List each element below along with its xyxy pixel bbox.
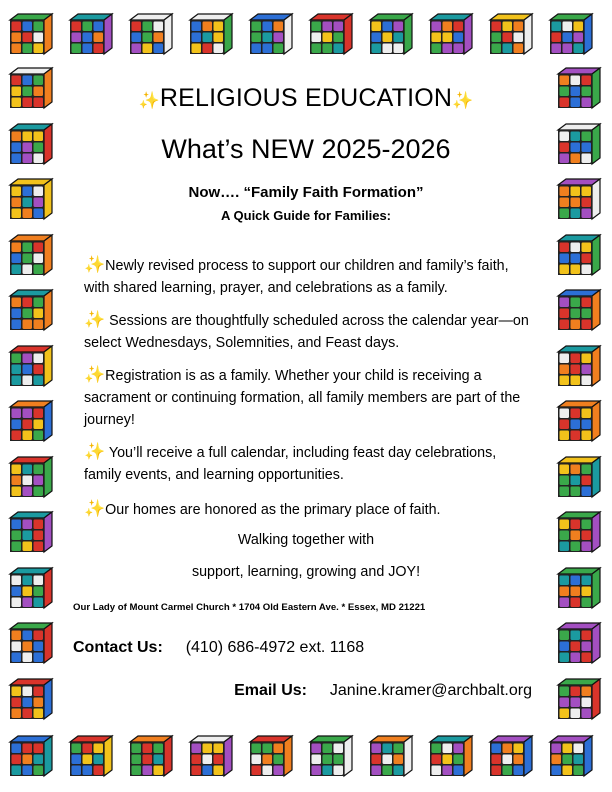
point-text: Newly revised process to support our children and family’s faith, with shared learning, prayer, and celebrations as a family. xyxy=(84,258,509,296)
rubiks-cube-icon xyxy=(554,510,602,554)
point-5 xyxy=(84,498,536,521)
rubiks-cube-icon xyxy=(554,677,602,721)
rubiks-cube-icon xyxy=(126,734,174,778)
point-2 xyxy=(84,309,536,354)
rubiks-cube-icon xyxy=(6,455,54,499)
rubiks-cube-icon xyxy=(554,344,602,388)
rubiks-cube-icon xyxy=(6,734,54,778)
rubiks-cube-icon xyxy=(6,66,54,110)
point-text: Our homes are honored as the primary place of faith. xyxy=(105,502,441,518)
rubiks-cube-icon xyxy=(554,621,602,665)
rubiks-cube-icon xyxy=(6,288,54,332)
rubiks-cube-icon xyxy=(306,12,354,56)
sparkles-icon: ✨ xyxy=(84,442,106,461)
rubiks-cube-icon xyxy=(186,12,234,56)
rubiks-cube-icon xyxy=(6,233,54,277)
rubiks-cube-icon xyxy=(126,12,174,56)
rubiks-cube-icon xyxy=(554,399,602,443)
rubiks-cube-icon xyxy=(6,621,54,665)
flyer-subtitle: What’s NEW 2025-2026 xyxy=(161,134,451,164)
contact-label: Contact Us: xyxy=(73,639,163,656)
email-line xyxy=(234,682,532,700)
email-address[interactable]: Janine.kramer@archbalt.org xyxy=(329,682,532,699)
rubiks-cube-icon xyxy=(6,510,54,554)
rubiks-cube-icon xyxy=(426,12,474,56)
point-4 xyxy=(84,441,536,486)
rubiks-cube-icon xyxy=(546,12,594,56)
rubiks-cube-icon xyxy=(554,288,602,332)
rubiks-cube-icon xyxy=(554,122,602,166)
rubiks-cube-icon xyxy=(6,344,54,388)
point-text: You’ll receive a full calendar, including feast day celebrations, family events, and learning opportunities. xyxy=(84,445,497,483)
title-text: RELIGIOUS EDUCATION xyxy=(159,84,453,112)
rubiks-cube-icon xyxy=(186,734,234,778)
rubiks-cube-icon xyxy=(6,677,54,721)
sparkles-icon: ✨ xyxy=(84,310,106,329)
rubiks-cube-icon xyxy=(246,734,294,778)
rubiks-cube-icon xyxy=(366,12,414,56)
rubiks-cube-icon xyxy=(554,66,602,110)
point-text: Registration is as a family. Whether your child is receiving a sacrament or continuing formation, all family members are part of the journey! xyxy=(84,368,521,428)
rubiks-cube-icon xyxy=(6,122,54,166)
rubiks-cube-icon xyxy=(554,566,602,610)
rubiks-cube-icon xyxy=(426,734,474,778)
point-1 xyxy=(84,254,536,299)
rubiks-cube-icon xyxy=(66,734,114,778)
rubiks-cube-icon xyxy=(554,233,602,277)
rubiks-cube-icon xyxy=(554,455,602,499)
tagline: Now…. “Family Faith Formation” xyxy=(188,184,424,201)
rubiks-cube-icon xyxy=(6,12,54,56)
sparkles-icon: ✨ xyxy=(84,255,106,274)
flyer-title xyxy=(70,84,542,113)
rubiks-cube-icon xyxy=(546,734,594,778)
rubiks-cube-icon xyxy=(486,734,534,778)
point-text: Sessions are thoughtfully scheduled across the calendar year—on select Wednesdays, Solemnities, and Feast days. xyxy=(84,313,529,351)
closing-line-1: Walking together with xyxy=(237,532,375,548)
closing-line-2: support, learning, growing and JOY! xyxy=(191,564,421,580)
point-3 xyxy=(84,364,536,431)
rubiks-cube-icon xyxy=(246,12,294,56)
contact-phone[interactable]: (410) 686-4972 ext. 1168 xyxy=(185,639,365,656)
guide-heading: A Quick Guide for Families: xyxy=(221,208,391,223)
rubiks-cube-icon xyxy=(66,12,114,56)
rubiks-cube-icon xyxy=(486,12,534,56)
sparkles-icon: ✨ xyxy=(84,499,106,518)
rubiks-cube-icon xyxy=(6,177,54,221)
contact-line xyxy=(73,639,364,657)
rubiks-cube-icon xyxy=(6,566,54,610)
rubiks-cube-icon xyxy=(554,177,602,221)
sparkles-icon: ✨ xyxy=(84,365,106,384)
rubiks-cube-icon xyxy=(366,734,414,778)
sparkles-icon: ✨ xyxy=(138,91,160,110)
church-address: Our Lady of Mount Carmel Church * 1704 Old Eastern Ave. * Essex, MD 21221 xyxy=(73,602,426,613)
email-label: Email Us: xyxy=(234,682,307,699)
rubiks-cube-icon xyxy=(306,734,354,778)
rubiks-cube-icon xyxy=(6,399,54,443)
sparkles-icon: ✨ xyxy=(452,91,474,110)
